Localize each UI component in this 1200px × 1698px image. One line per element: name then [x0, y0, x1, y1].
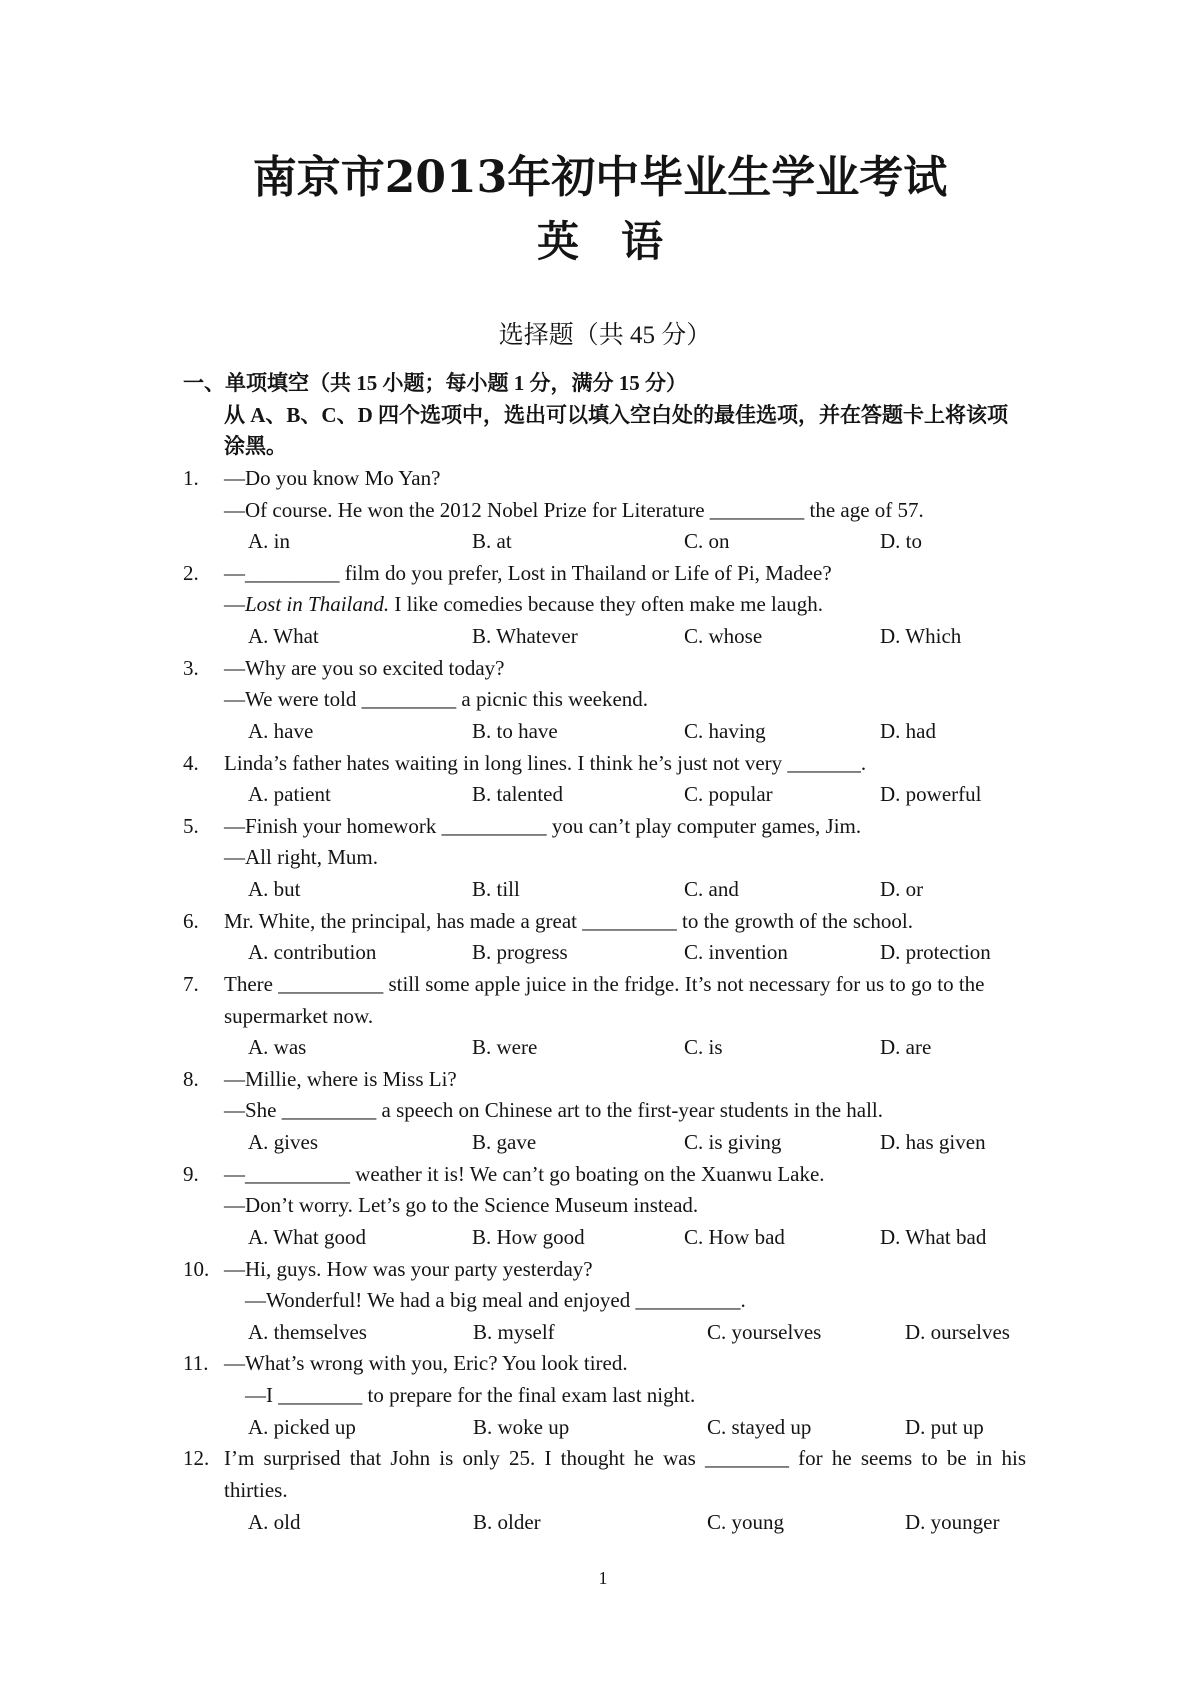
option-b: B. myself	[473, 1319, 555, 1344]
question-7	[183, 969, 1026, 1064]
option-d: D. has given	[880, 1130, 986, 1154]
option-a: A. patient	[248, 782, 331, 807]
option-a: A. but	[248, 877, 301, 901]
question-line: —All right, Mum.	[224, 845, 379, 870]
question-line: —What’s wrong with you, Eric? You look tired.	[224, 1351, 628, 1376]
page-number: 1	[598, 1568, 608, 1588]
question-5	[183, 811, 1026, 906]
question-6	[183, 906, 1026, 969]
option-d: D. powerful	[880, 782, 982, 807]
question-number: 9.	[183, 1161, 199, 1186]
options-row	[183, 621, 1026, 653]
question-number: 6.	[183, 908, 199, 933]
part-title: 选择题（共 45 分）	[498, 322, 712, 349]
option-c: C. is giving	[684, 1130, 782, 1154]
option-c: C. popular	[684, 782, 773, 807]
question-10	[183, 1254, 1026, 1349]
question-line: —__________ weather it is! We can’t go boating on the Xuanwu Lake.	[224, 1161, 825, 1186]
question-number: 8.	[183, 1066, 199, 1091]
option-a: A. What good	[248, 1224, 367, 1249]
option-b: B. were	[472, 1035, 538, 1060]
question-number: 3.	[183, 655, 199, 680]
option-a: A. contribution	[248, 940, 377, 965]
options-row	[183, 1317, 1026, 1349]
option-c: C. is	[684, 1035, 723, 1060]
option-b: B. woke up	[473, 1414, 570, 1439]
option-b: B. How good	[472, 1224, 585, 1249]
question-line: —Why are you so excited today?	[224, 655, 505, 680]
question-number: 1.	[183, 465, 199, 490]
option-b: B. Whatever	[472, 624, 578, 648]
option-d: D. put up	[905, 1414, 984, 1439]
option-c: C. How bad	[684, 1224, 785, 1249]
options-row	[183, 1032, 1026, 1064]
section-heading: 一、单项填空（共 15 小题；每小题 1 分，满分 15 分）	[183, 371, 687, 395]
question-line	[224, 589, 823, 621]
option-d: D. are	[880, 1035, 932, 1060]
question-line: —Hi, guys. How was your party yesterday?	[224, 1256, 593, 1281]
options-row	[183, 937, 1026, 969]
option-b: B. to have	[472, 718, 558, 743]
option-b: B. talented	[472, 782, 563, 807]
options-row	[183, 1507, 1026, 1539]
question-4	[183, 748, 1026, 811]
option-c: C. yourselves	[707, 1319, 822, 1344]
question-number: 11.	[183, 1351, 209, 1376]
options-row	[183, 779, 1026, 811]
question-number: 5.	[183, 813, 199, 838]
section-heading-line	[183, 368, 1026, 400]
question-line: Linda’s father hates waiting in long lines. I think he’s just not very _______.	[224, 750, 867, 775]
option-d: D. ourselves	[905, 1319, 1010, 1344]
option-a: A. gives	[248, 1130, 318, 1154]
options-row	[183, 1222, 1026, 1254]
options-row	[183, 1412, 1026, 1444]
option-a: A. themselves	[248, 1319, 367, 1344]
question-line: —Of course. He won the 2012 Nobel Prize for Literature _________ the age of 57.	[224, 497, 924, 522]
option-a: A. picked up	[248, 1414, 356, 1439]
option-c: C. stayed up	[707, 1414, 812, 1439]
question-1	[183, 463, 1026, 558]
option-a: A. in	[248, 529, 290, 554]
question-line: Mr. White, the principal, has made a great _________ to the growth of the school.	[224, 908, 913, 933]
option-c: C. having	[684, 718, 766, 743]
instruction-line	[183, 431, 1026, 463]
option-c: C. on	[684, 529, 730, 554]
question-12	[183, 1443, 1026, 1538]
question-line: —Do you know Mo Yan?	[224, 465, 441, 490]
question-line: There __________ still some apple juice in the fridge. It’s not necessary for us to go to the	[224, 971, 985, 996]
options-row	[183, 1127, 1026, 1159]
option-d: D. What bad	[880, 1224, 987, 1249]
question-line: —_________ film do you prefer, Lost in Thailand or Life of Pi, Madee?	[224, 560, 832, 585]
option-d: D. protection	[880, 940, 991, 965]
option-d: D. had	[880, 718, 936, 743]
option-c: C. invention	[684, 940, 788, 965]
question-number: 2.	[183, 560, 199, 585]
question-line: supermarket now.	[224, 1003, 374, 1028]
option-d: D. to	[880, 529, 922, 554]
instruction-line	[183, 400, 1026, 432]
options-row	[183, 526, 1026, 558]
option-b: B. progress	[472, 940, 568, 965]
question-line: thirties.	[224, 1477, 288, 1502]
option-a: A. was	[248, 1035, 307, 1060]
option-a: A. have	[248, 718, 314, 743]
dialog-rest: I like comedies because they often make me laugh.	[389, 592, 823, 617]
question-line: —Don’t worry. Let’s go to the Science Museum instead.	[224, 1193, 699, 1218]
question-line: —Wonderful! We had a big meal and enjoyed __________.	[245, 1288, 746, 1313]
option-c: C. and	[684, 877, 739, 901]
question-11	[183, 1348, 1026, 1443]
question-2	[183, 558, 1026, 653]
question-number: 10.	[183, 1256, 210, 1281]
section-instructions: 涂黑。	[224, 434, 287, 459]
option-d: D. younger	[905, 1509, 1000, 1534]
film-title-italic: Lost in Thailand.	[245, 592, 390, 617]
option-c: C. whose	[684, 624, 763, 648]
section-instructions: 从 A、B、C、D 四个选项中，选出可以填入空白处的最佳选项，并在答题卡上将该项	[224, 402, 1009, 427]
question-line: —She _________ a speech on Chinese art to the first-year students in the hall.	[224, 1098, 884, 1123]
option-a: A. old	[248, 1509, 301, 1534]
question-line: —Millie, where is Miss Li?	[224, 1066, 457, 1091]
question-number: 4.	[183, 750, 199, 775]
question-number: 7.	[183, 971, 199, 996]
option-b: B. gave	[472, 1130, 537, 1154]
option-b: B. at	[472, 529, 512, 554]
options-row	[183, 874, 1026, 906]
question-8	[183, 1064, 1026, 1159]
option-b: B. older	[473, 1509, 541, 1534]
exam-subject: 英 语	[536, 217, 663, 266]
option-b: B. till	[472, 877, 520, 901]
option-d: D. Which	[880, 624, 962, 648]
question-9	[183, 1159, 1026, 1254]
option-c: C. young	[707, 1509, 785, 1534]
options-row	[183, 716, 1026, 748]
option-a: A. What	[248, 624, 319, 648]
dialog-dash: —	[224, 592, 245, 617]
exam-title: 南京市2013年初中毕业生学业考试	[252, 152, 948, 203]
question-line: I’m surprised that John is only 25. I thought he was ________ for he seems to be in his	[224, 1446, 1026, 1471]
question-number: 12.	[183, 1446, 210, 1471]
question-line: —Finish your homework __________ you can’t play computer games, Jim.	[224, 813, 862, 838]
question-line: —I ________ to prepare for the final exam last night.	[245, 1383, 696, 1407]
option-d: D. or	[880, 877, 924, 901]
exam-content	[183, 368, 1026, 1538]
question-line: —We were told _________ a picnic this weekend.	[224, 687, 649, 712]
question-3	[183, 653, 1026, 748]
